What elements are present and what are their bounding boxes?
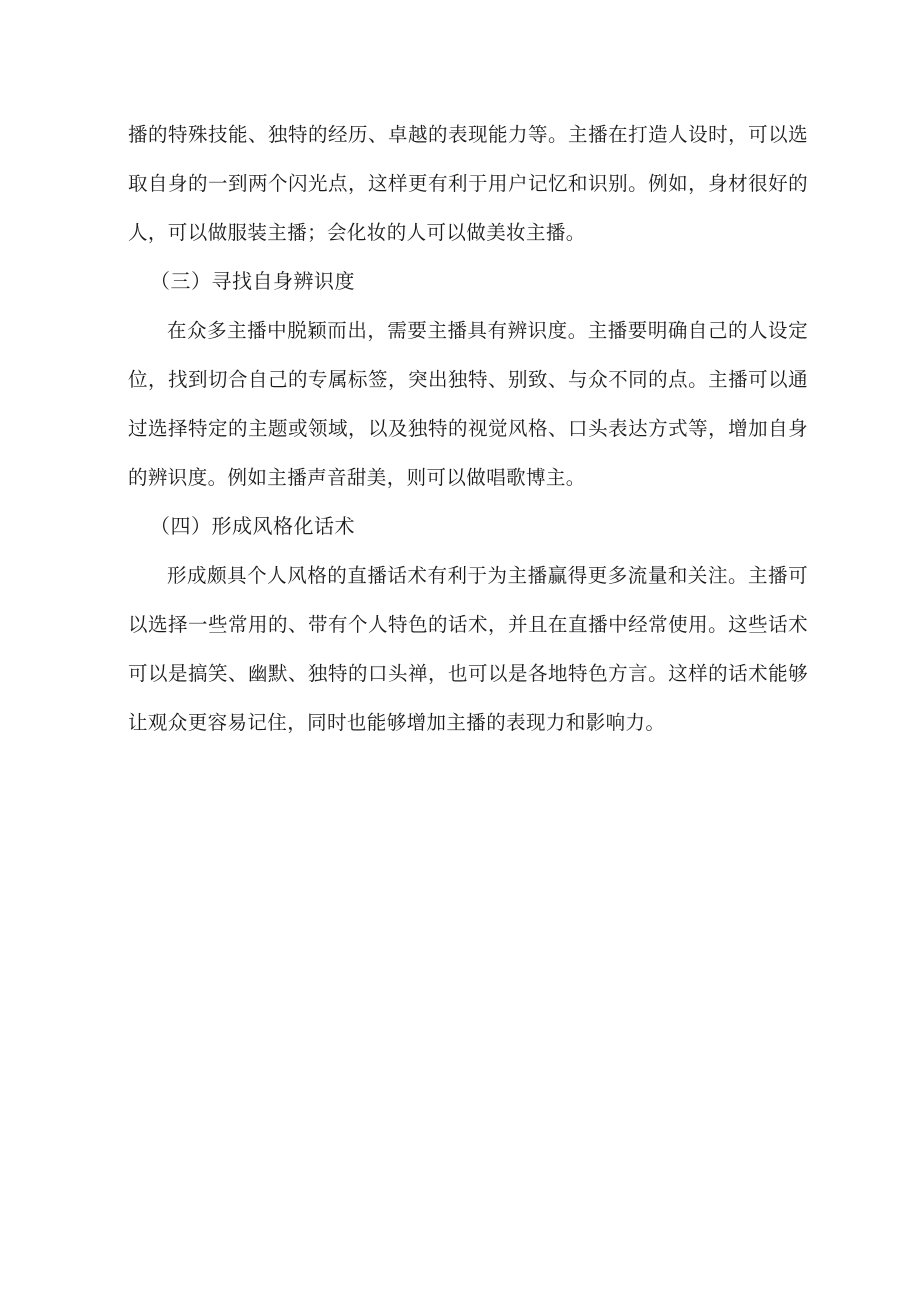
- document-body: [128, 110, 808, 747]
- section-paragraph-stylized-speech: 形成颇具个人风格的直播话术有利于为主播赢得更多流量和关注。主播可以选择一些常用的、带有个人特色的话术，并且在直播中经常使用。这些话术可以是搞笑、幽默、独特的口头禅，也可以是各地特色方言。这样的话术能够让观众更容易记住，同时也能够增加主播的表现力和影响力。: [128, 564, 808, 734]
- section-heading-stylized-speech: （四）形成风格化话术: [150, 514, 355, 538]
- continuation-paragraph: 播的特殊技能、独特的经历、卓越的表现能力等。主播在打造人设时，可以选取自身的一到两个闪光点，这样更有利于用户记忆和识别。例如，身材很好的人，可以做服装主播；会化妆的人可以做美妆主播。: [128, 123, 808, 244]
- section-heading-recognizability: （三）寻找自身辨识度: [150, 269, 355, 293]
- section-paragraph-recognizability: 在众多主播中脱颖而出，需要主播具有辨识度。主播要明确自己的人设定位，找到切合自己的专属标签，突出独特、别致、与众不同的点。主播可以通过选择特定的主题或领域，以及独特的视觉风格、口头表达方式等，增加自身的辨识度。例如主播声音甜美，则可以做唱歌博主。: [128, 319, 808, 489]
